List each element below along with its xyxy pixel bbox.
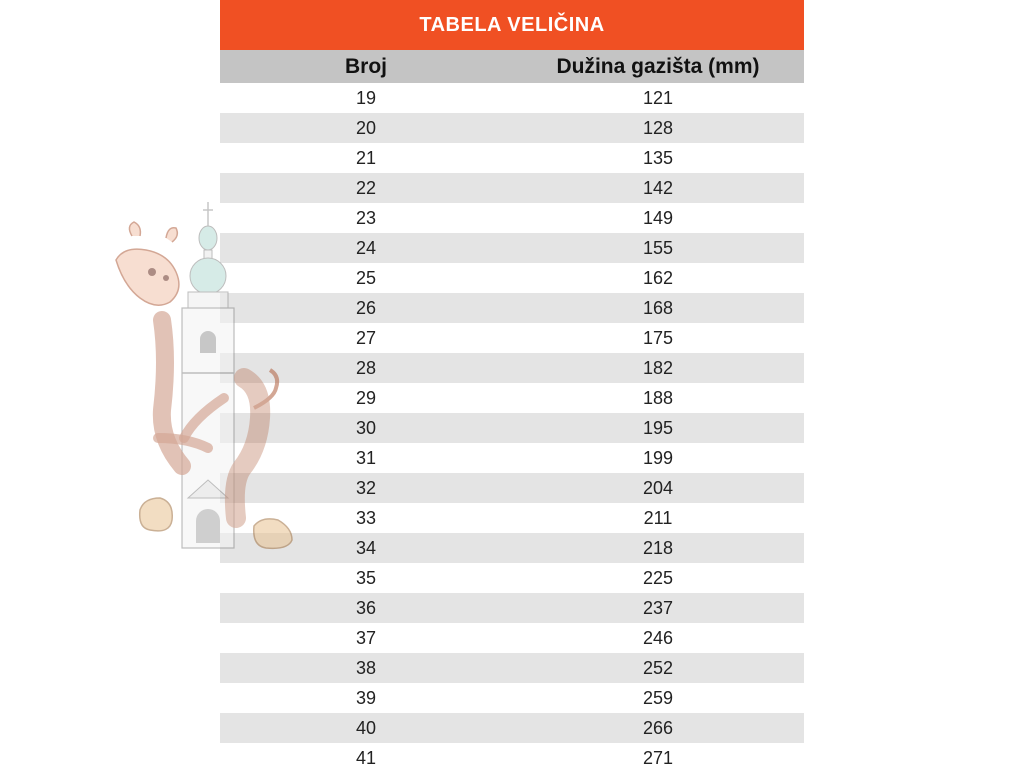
table-title: TABELA VELIČINA <box>220 0 804 50</box>
size-number-cell: 36 <box>355 597 377 618</box>
size-number-cell: 38 <box>355 657 377 678</box>
header-size-number: Broj <box>345 54 387 78</box>
insole-length-cell: 188 <box>642 387 674 408</box>
insole-length-cell: 271 <box>642 747 674 768</box>
table-row <box>220 623 804 653</box>
size-number-cell: 32 <box>355 477 377 498</box>
size-number-cell: 34 <box>355 537 377 558</box>
size-number-cell: 19 <box>355 87 377 108</box>
insole-length-cell: 142 <box>642 177 674 198</box>
table-row <box>220 503 804 533</box>
insole-length-cell: 128 <box>642 117 674 138</box>
insole-length-cell: 246 <box>642 627 674 648</box>
table-row <box>220 173 804 203</box>
table-body <box>220 83 804 773</box>
table-row <box>220 323 804 353</box>
insole-length-cell: 195 <box>642 417 674 438</box>
insole-length-cell: 252 <box>642 657 674 678</box>
table-row <box>220 353 804 383</box>
insole-length-cell: 266 <box>642 717 674 738</box>
header-insole-length: Dužina gazišta (mm) <box>556 54 760 78</box>
size-number-cell: 26 <box>355 297 377 318</box>
size-number-cell: 24 <box>355 237 377 258</box>
table-row <box>220 593 804 623</box>
table-row <box>220 683 804 713</box>
table-row <box>220 113 804 143</box>
table-row <box>220 653 804 683</box>
size-number-cell: 21 <box>355 147 377 168</box>
size-number-cell: 20 <box>355 117 377 138</box>
size-number-cell: 27 <box>355 327 377 348</box>
size-number-cell: 29 <box>355 387 377 408</box>
size-number-cell: 25 <box>355 267 377 288</box>
insole-length-cell: 199 <box>642 447 674 468</box>
table-row <box>220 563 804 593</box>
insole-length-cell: 211 <box>643 507 673 528</box>
table-row <box>220 443 804 473</box>
table-row <box>220 713 804 743</box>
giraffe-tower-illustration <box>104 198 300 568</box>
size-number-cell: 39 <box>355 687 377 708</box>
size-number-cell: 37 <box>355 627 377 648</box>
size-number-cell: 28 <box>355 357 377 378</box>
insole-length-cell: 175 <box>642 327 674 348</box>
insole-length-cell: 182 <box>642 357 674 378</box>
table-row <box>220 533 804 563</box>
table-row <box>220 293 804 323</box>
size-number-cell: 31 <box>355 447 377 468</box>
table-row <box>220 473 804 503</box>
table-row <box>220 383 804 413</box>
table-row <box>220 203 804 233</box>
insole-length-cell: 155 <box>642 237 674 258</box>
size-number-cell: 41 <box>355 747 377 768</box>
insole-length-cell: 218 <box>642 537 674 558</box>
table-row <box>220 143 804 173</box>
insole-length-cell: 149 <box>642 207 674 228</box>
table-row <box>220 263 804 293</box>
size-number-cell: 40 <box>355 717 377 738</box>
table-header-row <box>220 50 804 83</box>
size-number-cell: 23 <box>355 207 377 228</box>
size-number-cell: 35 <box>355 567 377 588</box>
insole-length-cell: 259 <box>642 687 674 708</box>
size-chart-table <box>220 0 804 773</box>
insole-length-cell: 121 <box>642 87 674 108</box>
size-number-cell: 30 <box>355 417 377 438</box>
table-row <box>220 413 804 443</box>
table-row <box>220 743 804 773</box>
insole-length-cell: 162 <box>642 267 674 288</box>
insole-length-cell: 168 <box>642 297 674 318</box>
insole-length-cell: 225 <box>642 567 674 588</box>
size-number-cell: 22 <box>355 177 377 198</box>
table-row <box>220 83 804 113</box>
insole-length-cell: 237 <box>642 597 674 618</box>
table-row <box>220 233 804 263</box>
insole-length-cell: 204 <box>642 477 674 498</box>
insole-length-cell: 135 <box>642 147 674 168</box>
size-number-cell: 33 <box>355 507 377 528</box>
